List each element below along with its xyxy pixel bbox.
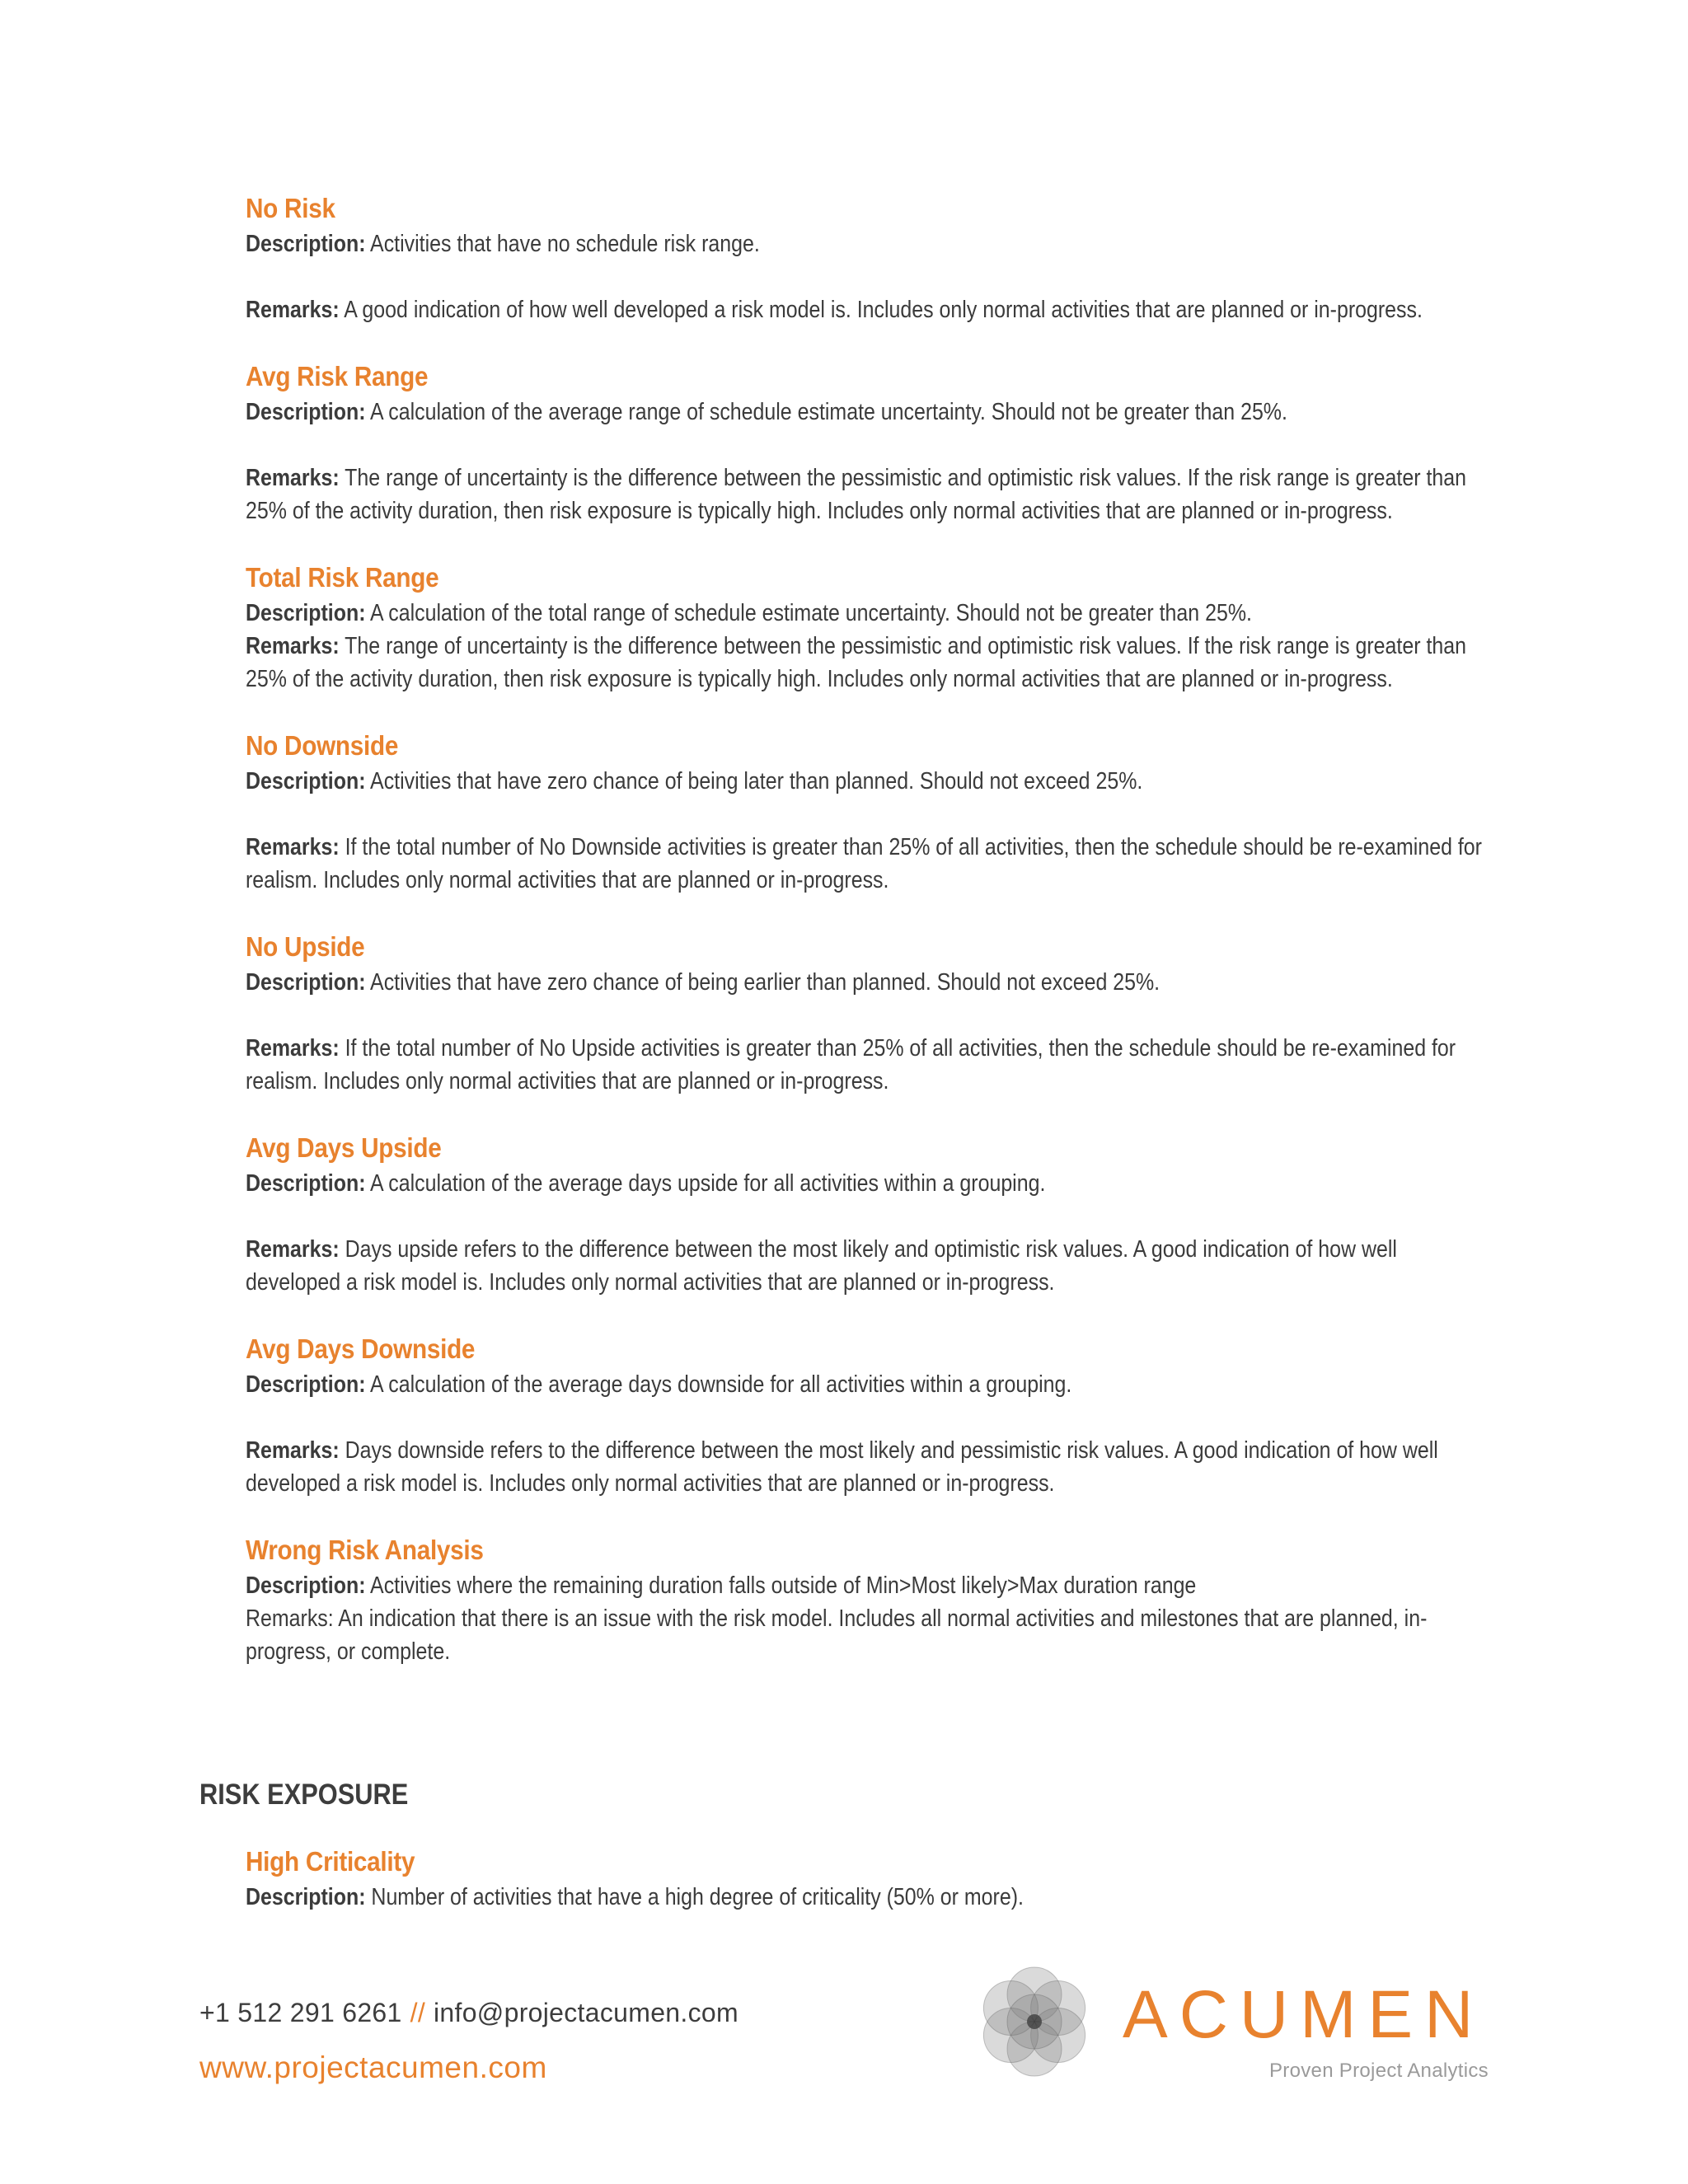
description-text: Activities where the remaining duration falls outside of Min>Most likely>Max duration range xyxy=(365,1572,1197,1599)
metric-title: Avg Days Downside xyxy=(246,1333,476,1364)
remarks-label: Remarks: xyxy=(246,834,340,860)
metric-remarks: Remarks: An indication that there is an issue with the risk model. Includes all normal activities and milestones that are planned, in-progress, or complete. xyxy=(246,1605,1428,1665)
acumen-logo-icon xyxy=(966,1953,1103,2090)
metric-avg-risk-range xyxy=(246,359,1498,527)
metric-title: High Criticality xyxy=(246,1846,415,1877)
remarks-label: Remarks: xyxy=(246,633,340,659)
metric-title: Total Risk Range xyxy=(246,562,439,593)
metric-description xyxy=(246,1167,1495,1200)
footer-website-link[interactable]: www.projectacumen.com xyxy=(199,2050,547,2084)
description-text: A calculation of the average range of schedule estimate uncertainty. Should not be greater than 25%. xyxy=(365,399,1287,425)
metric-no-risk xyxy=(246,191,1498,326)
footer-email[interactable]: info@projectacumen.com xyxy=(434,1998,738,2027)
remarks-label: Remarks: xyxy=(246,465,340,491)
remarks-text: If the total number of No Downside activities is greater than 25% of all activities, then the schedule should be re-examined for realism. Includes only normal activities that are planned or in-progress. xyxy=(246,834,1482,893)
metric-title: Avg Days Upside xyxy=(246,1132,442,1163)
description-label: Description: xyxy=(246,1884,366,1910)
footer-contact xyxy=(199,1998,738,2028)
description-label: Description: xyxy=(246,600,366,626)
metric-description xyxy=(246,1881,1495,1914)
metric-avg-days-downside xyxy=(246,1332,1498,1500)
metric-high-criticality xyxy=(246,1844,1498,1914)
remarks-text: The range of uncertainty is the difference between the pessimistic and optimistic risk values. If the risk range is greater than 25% of the activity duration, then risk exposure is typically high. Includes only normal activities that are planned or in-progress. xyxy=(246,633,1467,692)
metric-title: No Upside xyxy=(246,931,365,962)
metric-description xyxy=(246,1569,1495,1602)
metric-description xyxy=(246,396,1495,429)
metric-title: No Downside xyxy=(246,730,399,761)
description-text: A calculation of the average days upside for all activities within a grouping. xyxy=(365,1170,1046,1197)
metric-remarks xyxy=(246,1233,1495,1299)
metric-wrong-risk-analysis xyxy=(246,1533,1498,1668)
metric-remarks xyxy=(246,831,1495,897)
remarks-label: Remarks: xyxy=(246,1035,340,1062)
remarks-text: The range of uncertainty is the difference between the pessimistic and optimistic risk values. If the risk range is greater than 25% of the activity duration, then risk exposure is typically high. Includes only normal activities that are planned or in-progress. xyxy=(246,465,1467,524)
description-label: Description: xyxy=(246,969,366,996)
description-text: A calculation of the average days downside for all activities within a grouping. xyxy=(365,1371,1072,1398)
remarks-text: Days downside refers to the difference between the most likely and pessimistic risk values. A good indication of how well developed a risk model is. Includes only normal activities that are planned or in-progress. xyxy=(246,1437,1438,1497)
metric-description xyxy=(246,597,1495,630)
metric-no-downside xyxy=(246,729,1498,897)
metric-description xyxy=(246,227,1495,260)
metric-title: Wrong Risk Analysis xyxy=(246,1535,484,1565)
section-heading-risk-exposure: RISK EXPOSURE xyxy=(199,1779,409,1811)
metric-description xyxy=(246,966,1495,999)
description-label: Description: xyxy=(246,231,366,257)
description-text: Activities that have no schedule risk range. xyxy=(365,231,760,257)
metric-remarks xyxy=(246,1032,1495,1098)
footer-phone[interactable]: +1 512 291 6261 xyxy=(199,1998,402,2027)
metric-no-upside xyxy=(246,930,1498,1098)
description-label: Description: xyxy=(246,768,366,794)
metric-remarks xyxy=(246,1434,1495,1500)
description-text: Activities that have zero chance of being later than planned. Should not exceed 25%. xyxy=(365,768,1143,794)
description-text: Activities that have zero chance of being earlier than planned. Should not exceed 25%. xyxy=(365,969,1160,996)
metric-description xyxy=(246,765,1495,798)
metric-avg-days-upside xyxy=(246,1131,1498,1299)
remarks-text: If the total number of No Upside activities is greater than 25% of all activities, then the schedule should be re-examined for realism. Includes only normal activities that are planned or in-progress. xyxy=(246,1035,1456,1094)
logo-tagline: Proven Project Analytics xyxy=(1269,2060,1489,2082)
remarks-label: Remarks: xyxy=(246,1236,340,1263)
description-text: Number of activities that have a high degree of criticality (50% or more). xyxy=(365,1884,1024,1910)
description-label: Description: xyxy=(246,1572,366,1599)
metric-total-risk-range xyxy=(246,560,1498,696)
footer-separator: // xyxy=(410,1998,426,2027)
acumen-logo-wordmark: ACUMEN xyxy=(1123,1977,1485,2052)
metric-description xyxy=(246,1368,1495,1401)
remarks-label: Remarks: xyxy=(246,297,340,323)
remarks-text: Days upside refers to the difference between the most likely and optimistic risk values. A good indication of how well developed a risk model is. Includes only normal activities that are planned or in-progress. xyxy=(246,1236,1397,1296)
description-label: Description: xyxy=(246,1371,366,1398)
remarks-label: Remarks: xyxy=(246,1437,340,1464)
metrics-list xyxy=(246,191,1498,1701)
remarks-text: A good indication of how well developed a risk model is. Includes only normal activities that are planned or in-progress. xyxy=(339,297,1423,323)
description-label: Description: xyxy=(246,399,366,425)
metric-remarks xyxy=(246,462,1495,527)
exposure-metrics-list xyxy=(246,1844,1498,1947)
metric-remarks xyxy=(246,630,1495,696)
metric-remarks xyxy=(246,293,1495,326)
description-label: Description: xyxy=(246,1170,366,1197)
description-text: A calculation of the total range of schedule estimate uncertainty. Should not be greater than 25%. xyxy=(365,600,1252,626)
metric-title: Avg Risk Range xyxy=(246,361,429,391)
metric-title: No Risk xyxy=(246,193,335,223)
